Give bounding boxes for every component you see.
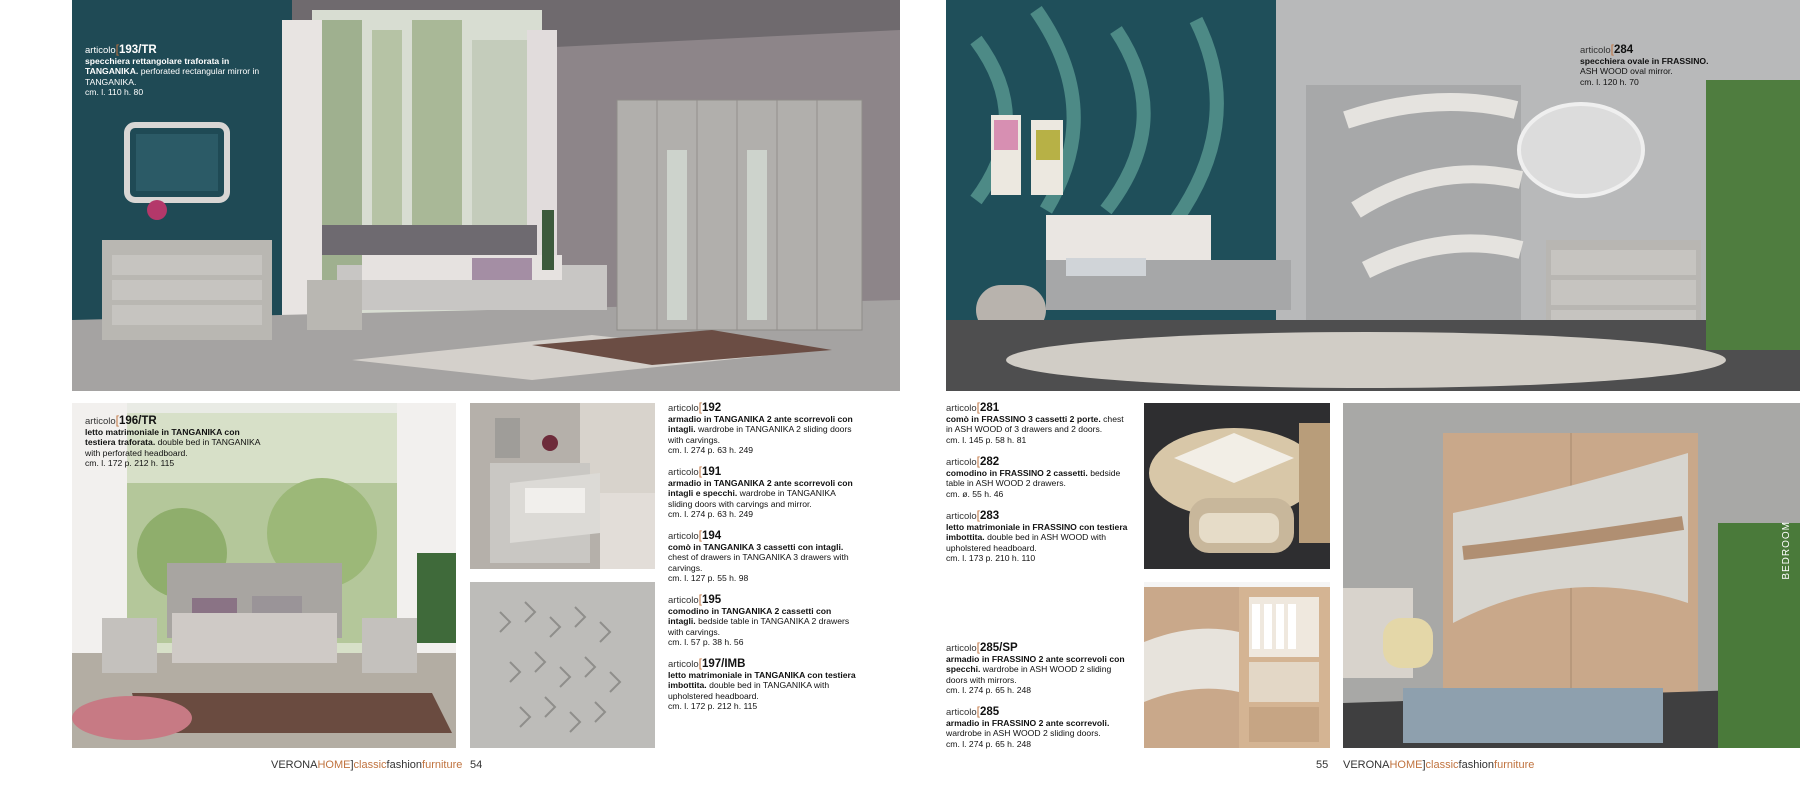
caption-description-it: armadio in TANGANIKA 2 ante scorrevoli con intagli. xyxy=(668,414,853,435)
photo-bedside-282 xyxy=(1144,403,1330,569)
caption-code: 282 xyxy=(979,456,1000,468)
brand-bracket: ] xyxy=(350,759,354,771)
caption-label: articolo xyxy=(1580,45,1611,56)
caption-195: articolo[195 comodino in TANGANIKA 2 cassetti con intagli. bedside table in TANGANIKA 2 drawers with carvings. cm. l. 57 p. 38 h. 56 xyxy=(668,592,850,647)
caption-description-it: armadio in TANGANIKA 2 ante scorrevoli con intagli e specchi. xyxy=(668,478,853,499)
caption-code: 194 xyxy=(701,530,722,542)
caption-code: 284 xyxy=(1613,44,1634,56)
caption-283: articolo[283 letto matrimoniale in FRASSINO con testiera imbottita. double bed in ASH WOOD with upholstered headboard. cm. l. 173 p. 210 h. 110 xyxy=(946,508,1128,563)
brand-furniture: furniture xyxy=(1494,759,1535,771)
brand-verona: VERONA xyxy=(271,759,318,771)
caption-dimensions: cm. l. 57 p. 38 h. 56 xyxy=(668,636,744,647)
caption-description-it: armadio in FRASSINO 2 ante scorrevoli. xyxy=(946,718,1110,729)
caption-dimensions: cm. ø. 55 h. 46 xyxy=(946,488,1004,499)
page-number-left: 54 xyxy=(470,759,483,771)
caption-dimensions: cm. l. 274 p. 63 h. 249 xyxy=(668,444,754,455)
caption-label: articolo xyxy=(946,403,977,414)
caption-label: articolo xyxy=(668,467,699,478)
caption-description-en: chest in ASH WOOD of 3 drawers and 2 doors. xyxy=(946,414,1124,435)
caption-description-en: double bed in TANGANIKA with perforated headboard. xyxy=(85,437,260,458)
caption-194: articolo[194 comò in TANGANIKA 3 cassetti con intagli. chest of drawers in TANGANIKA 3 drawers with carvings. cm. l. 127 p. 55 h. 98 xyxy=(668,528,849,583)
caption-label: articolo xyxy=(946,643,977,654)
page-number-right: 55 xyxy=(1316,759,1329,771)
caption-description-en: ASH WOOD oval mirror. xyxy=(1580,66,1673,77)
caption-code: 285 xyxy=(979,706,1000,718)
caption-description-it: letto matrimoniale in TANGANIKA con testiera traforata. xyxy=(85,427,240,448)
caption-dimensions: cm. l. 274 p. 65 h. 248 xyxy=(946,684,1032,695)
caption-284: articolo[284 specchiera ovale in FRASSINO. ASH WOOD oval mirror. cm. l. 120 h. 70 xyxy=(1580,42,1709,87)
caption-label: articolo xyxy=(668,403,699,414)
caption-code: 283 xyxy=(979,510,1000,522)
caption-label: articolo xyxy=(85,416,116,427)
side-tab-bedroom: BEDROOM xyxy=(1781,521,1792,580)
caption-description-it: armadio in FRASSINO 2 ante scorrevoli con specchi. xyxy=(946,654,1125,675)
photo-wardrobe-open xyxy=(1144,582,1330,748)
caption-code: 197/IMB xyxy=(701,658,746,670)
caption-192: articolo[192 armadio in TANGANIKA 2 ante scorrevoli con intagli. wardrobe in TANGANIKA 2 sliding doors with carvings. cm. l. 274 p. 63 h. 249 xyxy=(668,400,853,455)
caption-285sp: articolo[285/SP armadio in FRASSINO 2 ante scorrevoli con specchi. wardrobe in ASH WOOD 2 sliding doors with mirrors. cm. l. 274 p. 65 h. 248 xyxy=(946,640,1125,695)
caption-label: articolo xyxy=(946,707,977,718)
caption-dimensions: cm. l. 274 p. 63 h. 249 xyxy=(668,508,754,519)
brand-fashion: fashion xyxy=(386,759,423,771)
caption-description-it: letto matrimoniale in TANGANIKA con testiera imbottita. xyxy=(668,670,856,691)
caption-dimensions: cm. l. 120 h. 70 xyxy=(1580,76,1639,87)
caption-dimensions: cm. l. 145 p. 58 h. 81 xyxy=(946,434,1027,445)
caption-197imb: articolo[197/IMB letto matrimoniale in TANGANIKA con testiera imbottita. double bed in TANGANIKA with upholstered headboard. cm. l. 172 p. 212 h. 115 xyxy=(668,656,856,711)
caption-description-en: chest of drawers in TANGANIKA 3 drawers with carvings. xyxy=(668,552,849,573)
photo-carving-detail xyxy=(470,582,655,748)
caption-dimensions: cm. l. 127 p. 55 h. 98 xyxy=(668,572,749,583)
caption-description-en: double bed in TANGANIKA with upholstered headboard. xyxy=(668,680,830,701)
brand-verona: VERONA xyxy=(1343,759,1390,771)
caption-description-en: wardrobe in TANGANIKA 2 sliding doors with carvings. xyxy=(668,424,852,445)
footer-brand-left xyxy=(271,759,462,771)
caption-code: 193/TR xyxy=(118,44,157,56)
caption-dimensions: cm. l. 172 p. 212 h. 115 xyxy=(668,700,758,711)
caption-description-it: comò in TANGANIKA 3 cassetti con intagli. xyxy=(668,542,844,553)
caption-dimensions: cm. l. 274 p. 65 h. 248 xyxy=(946,738,1032,749)
brand-classic: classic xyxy=(353,759,387,771)
caption-code: 281 xyxy=(979,402,1000,414)
caption-dimensions: cm. l. 173 p. 210 h. 110 xyxy=(946,552,1036,563)
caption-label: articolo xyxy=(85,45,116,56)
caption-label: articolo xyxy=(668,659,699,670)
footer-brand-right xyxy=(1343,759,1534,771)
caption-dimensions: cm. l. 110 h. 80 xyxy=(85,86,144,97)
caption-code: 285/SP xyxy=(979,642,1018,654)
caption-191: articolo[191 armadio in TANGANIKA 2 ante scorrevoli con intagli e specchi. wardrobe in TANGANIKA sliding doors with carvings and mirror. cm. l. 274 p. 63 h. 249 xyxy=(668,464,853,519)
caption-description-en: double bed in ASH WOOD with upholstered headboard. xyxy=(946,532,1106,553)
caption-282: articolo[282 comodino in FRASSINO 2 cassetti. bedside table in ASH WOOD 2 drawers. cm. ø. 55 h. 46 xyxy=(946,454,1121,499)
caption-description-it: specchiera rettangolare traforata in TANGANIKA. xyxy=(85,56,230,77)
caption-description-it: comodino in TANGANIKA 2 cassetti con intagli. xyxy=(668,606,832,627)
caption-description-en: wardrobe in ASH WOOD 2 sliding doors with mirrors. xyxy=(946,664,1112,685)
photo-bedside-drawer xyxy=(470,403,655,569)
caption-description-it: comodino in FRASSINO 2 cassetti. xyxy=(946,468,1088,479)
caption-code: 192 xyxy=(701,402,722,414)
caption-description-en: bedside table in ASH WOOD 2 drawers. xyxy=(946,468,1121,489)
brand-home: HOME xyxy=(317,759,351,771)
caption-description-it: comò in FRASSINO 3 cassetti 2 porte. xyxy=(946,414,1101,425)
caption-label: articolo xyxy=(946,457,977,468)
caption-label: articolo xyxy=(668,595,699,606)
caption-description-it: specchiera ovale in FRASSINO. xyxy=(1580,56,1709,67)
caption-code: 196/TR xyxy=(118,415,157,427)
caption-description-en: wardrobe in ASH WOOD 2 sliding doors. xyxy=(946,728,1101,739)
caption-label: articolo xyxy=(946,511,977,522)
caption-dimensions: cm. l. 172 p. 212 h. 115 xyxy=(85,457,175,468)
brand-furniture: furniture xyxy=(422,759,463,771)
caption-193tr: articolo[193/TR specchiera rettangolare traforata in TANGANIKA. perforated rectangular mirror in TANGANIKA. cm. l. 110 h. 80 xyxy=(85,42,260,97)
brand-home: HOME xyxy=(1389,759,1423,771)
caption-code: 195 xyxy=(701,594,722,606)
caption-196tr: articolo[196/TR letto matrimoniale in TANGANIKA con testiera traforata. double bed in TANGANIKA with perforated headboard. cm. l. 172 p. 212 h. 115 xyxy=(85,413,260,468)
caption-description-en: perforated rectangular mirror in TANGANIKA. xyxy=(85,66,260,87)
caption-code: 191 xyxy=(701,466,722,478)
caption-description-it: letto matrimoniale in FRASSINO con testiera imbottita. xyxy=(946,522,1128,543)
caption-description-en: bedside table in TANGANIKA 2 drawers with carvings. xyxy=(668,616,850,637)
brand-fashion: fashion xyxy=(1458,759,1495,771)
brand-classic: classic xyxy=(1425,759,1459,771)
caption-281: articolo[281 comò in FRASSINO 3 cassetti 2 porte. chest in ASH WOOD of 3 drawers and 2 doors. cm. l. 145 p. 58 h. 81 xyxy=(946,400,1124,445)
caption-285: articolo[285 armadio in FRASSINO 2 ante scorrevoli. wardrobe in ASH WOOD 2 sliding doors. cm. l. 274 p. 65 h. 248 xyxy=(946,704,1110,749)
caption-description-en: wardrobe in TANGANIKA sliding doors with carvings and mirror. xyxy=(668,488,836,509)
caption-label: articolo xyxy=(668,531,699,542)
photo-wardrobe-285sp xyxy=(1343,403,1800,748)
brand-bracket: ] xyxy=(1422,759,1426,771)
